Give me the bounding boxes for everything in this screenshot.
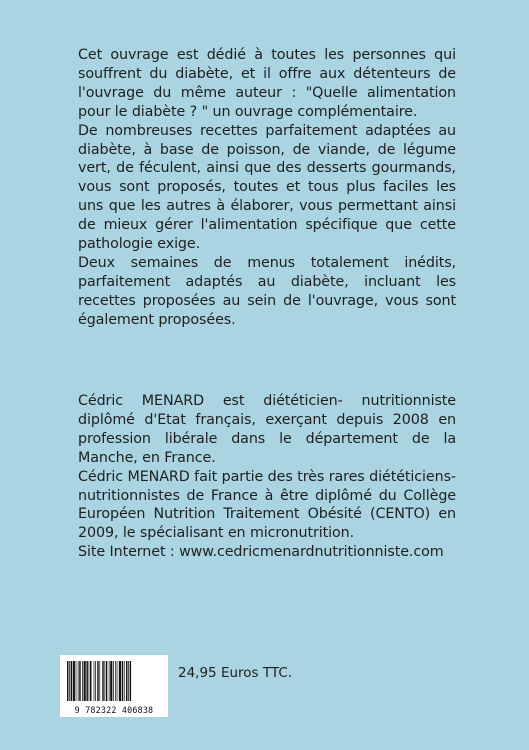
barcode-bar — [119, 661, 121, 701]
barcode-bar — [89, 661, 90, 701]
isbn-barcode — [60, 655, 168, 717]
barcode-bar — [71, 661, 72, 701]
barcode-bar — [79, 661, 80, 701]
barcode-bar — [86, 661, 87, 701]
barcode-bar — [113, 661, 114, 701]
price-label: 24,95 Euros TTC. — [178, 665, 293, 681]
author-biography — [78, 392, 456, 562]
barcode-bars — [67, 661, 161, 701]
summary-paragraph: Cet ouvrage est dédié à toutes les personnes qui souffrent du diabète, et il offre aux détenteurs de l'ouvrage du même auteur : "Quelle alimentation pour le diabète ? " un ouvrage complémentaire. — [78, 47, 456, 120]
barcode-bar — [102, 661, 103, 701]
barcode-bar — [117, 661, 118, 701]
barcode-bar — [106, 661, 107, 701]
barcode-bar — [90, 661, 91, 701]
barcode-bar — [115, 661, 116, 701]
barcode-bar — [97, 661, 98, 701]
barcode-bar — [84, 661, 86, 701]
summary-paragraph: Deux semaines de menus totalement inédits, parfaitement adaptés au diabète, incluant les recettes proposées au sein de l'ouvrage, vous sont également proposées. — [78, 254, 456, 328]
barcode-bar — [110, 661, 112, 701]
author-paragraph: Cédric MENARD fait partie des très rares diététiciens-nutritionnistes de France à être diplômé du Collège Européen Nutrition Traitement Obésité (CENTO) en 2009, le spécialisant en micronutrition. — [78, 468, 456, 542]
barcode-bar — [67, 661, 68, 701]
barcode-bar — [104, 661, 105, 701]
barcode-bar — [99, 661, 100, 701]
book-summary — [78, 46, 456, 330]
barcode-bar — [130, 661, 131, 701]
barcode-digits: 9 782322 406838 — [74, 705, 154, 715]
barcode-bar — [73, 661, 75, 701]
barcode-bar — [124, 661, 125, 701]
barcode-bar — [126, 661, 127, 701]
barcode-bar — [95, 661, 96, 701]
author-website: Site Internet : www.cedricmenardnutritionniste.com — [78, 544, 444, 561]
barcode-bar — [94, 661, 95, 701]
barcode-bar — [76, 661, 77, 701]
author-paragraph: Cédric MENARD est diététicien- nutritionniste diplômé d'Etat français, exerçant depuis 2008 en profession libérale dans le département de la Manche, en France. — [78, 393, 456, 466]
barcode-bar — [82, 661, 83, 701]
barcode-bar — [109, 661, 110, 701]
summary-paragraph: De nombreuses recettes parfaitement adaptées au diabète, à base de poisson, de viande, de légume vert, de féculent, ainsi que des desserts gourmands, vous sont proposés, toutes et tous plus faciles les uns que les autres à élaborer, vous permettant ainsi de mieux gérer l'alimentation spécifique que cette pathologie exige. — [78, 122, 456, 253]
barcode-bar — [128, 661, 129, 701]
barcode-bar — [78, 661, 79, 701]
barcode-bar — [122, 661, 123, 701]
barcode-bar — [69, 661, 70, 701]
